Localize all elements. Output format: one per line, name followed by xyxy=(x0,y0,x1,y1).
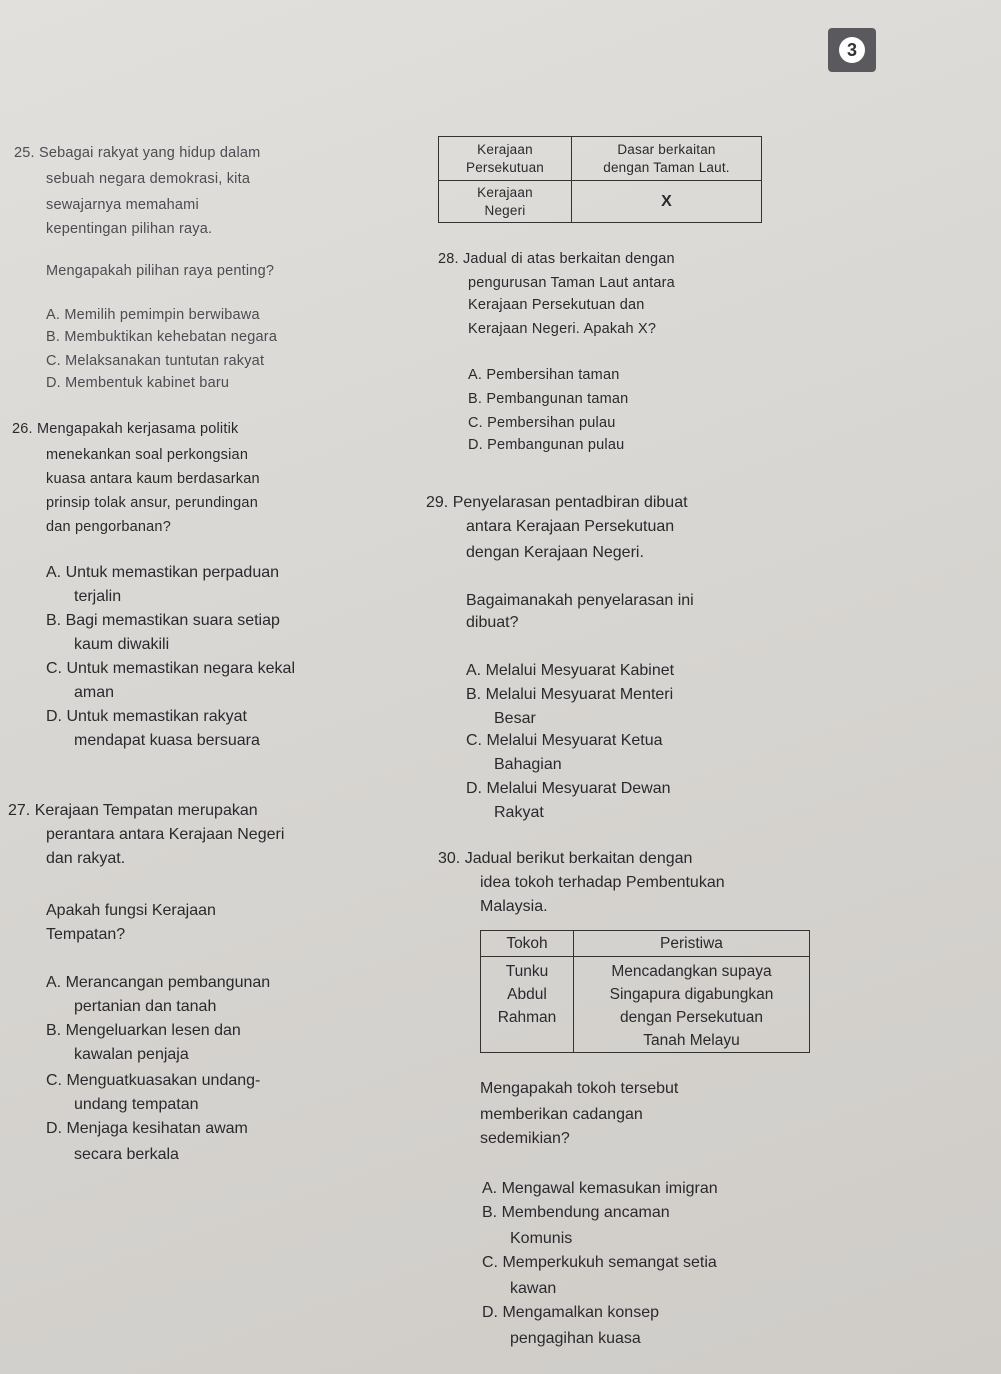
q30-tokoh-text: Tunku xyxy=(505,963,549,980)
q30-header-tokoh: Tokoh xyxy=(481,931,574,957)
q30-peristiwa-text: dengan Persekutuan xyxy=(619,1009,764,1026)
q30-header-peristiwa: Peristiwa xyxy=(574,931,810,957)
q30-stem-line: idea tokoh terhadap Pembentukan xyxy=(480,874,725,891)
q27-option-d-cont: secara berkala xyxy=(74,1146,179,1163)
q28-stem-line: Kerajaan Persekutuan dan xyxy=(468,297,645,313)
q26-stem-line: prinsip tolak ansur, perundingan xyxy=(46,495,258,511)
q27-option-c[interactable]: C. Menguatkuasakan undang- xyxy=(46,1072,261,1089)
q25-option-a[interactable]: A. Memilih pemimpin berwibawa xyxy=(46,307,260,323)
page-number: 3 xyxy=(839,37,865,63)
q28-stem-line: pengurusan Taman Laut antara xyxy=(468,275,675,291)
q28-cell-text: Kerajaan xyxy=(477,141,533,157)
q25-stem-line: sebuah negara demokrasi, kita xyxy=(46,171,251,187)
q25-question: Mengapakah pilihan raya penting? xyxy=(46,263,275,279)
q27-option-a[interactable]: A. Merancangan pembangunan xyxy=(46,974,271,991)
q29-option-b[interactable]: B. Melalui Mesyuarat Menteri xyxy=(466,686,674,703)
q27-stem-line: dan rakyat. xyxy=(46,850,126,867)
q27-option-b[interactable]: B. Mengeluarkan lesen dan xyxy=(46,1022,241,1039)
q30-option-b-cont: Komunis xyxy=(510,1230,573,1247)
q26-option-d-cont: mendapat kuasa bersuara xyxy=(74,732,260,749)
q30-cell-peristiwa xyxy=(574,957,810,1053)
q27-option-d[interactable]: D. Menjaga kesihatan awam xyxy=(46,1120,248,1137)
q30-option-b[interactable]: B. Membendung ancaman xyxy=(482,1204,670,1221)
q27-stem-line: perantara antara Kerajaan Negeri xyxy=(46,826,285,843)
q29-stem-line: antara Kerajaan Persekutuan xyxy=(466,518,675,535)
q26-option-b[interactable]: B. Bagi memastikan suara setiap xyxy=(46,612,280,629)
q28-cell-policy xyxy=(572,137,762,181)
q28-cell-text: Dasar berkaitan xyxy=(617,141,716,157)
q29-question: Bagaimanakah penyelarasan ini xyxy=(466,592,694,609)
q30-peristiwa-text: Mencadangkan supaya xyxy=(611,963,772,980)
q30-stem-line: 30. Jadual berikut berkaitan dengan xyxy=(438,850,693,867)
q29-option-a[interactable]: A. Melalui Mesyuarat Kabinet xyxy=(466,662,675,679)
q27-question-cont: Tempatan? xyxy=(46,926,126,943)
q28-option-a[interactable]: A. Pembersihan taman xyxy=(468,367,620,383)
q30-option-a[interactable]: A. Mengawal kemasukan imigran xyxy=(482,1180,718,1197)
q30-tokoh-text: Abdul xyxy=(507,986,547,1003)
q28-stem-line: 28. Jadual di atas berkaitan dengan xyxy=(438,251,675,267)
q26-stem-line: dan pengorbanan? xyxy=(46,519,171,535)
q30-question-cont: sedemikian? xyxy=(480,1130,570,1147)
q26-option-a-cont: terjalin xyxy=(74,588,122,605)
q25-option-d[interactable]: D. Membentuk kabinet baru xyxy=(46,375,230,391)
q30-option-d[interactable]: D. Mengamalkan konsep xyxy=(482,1304,659,1321)
q27-option-b-cont: kawalan penjaja xyxy=(74,1046,189,1063)
q29-option-d[interactable]: D. Melalui Mesyuarat Dewan xyxy=(466,780,671,797)
q30-table xyxy=(480,930,810,1053)
q29-option-d-cont: Rakyat xyxy=(494,804,544,821)
q28-cell-text: dengan Taman Laut. xyxy=(603,159,730,175)
q28-cell-federal xyxy=(439,137,572,181)
q25-stem-line: sewajarnya memahami xyxy=(46,197,199,213)
q30-question-cont: memberikan cadangan xyxy=(480,1106,643,1123)
q30-peristiwa-text: Singapura digabungkan xyxy=(609,986,774,1003)
q25-stem-line: 25. Sebagai rakyat yang hidup dalam xyxy=(14,145,261,161)
q30-option-d-cont: pengagihan kuasa xyxy=(510,1330,641,1347)
q30-cell-tokoh xyxy=(481,957,574,1053)
q28-stem-line: Kerajaan Negeri. Apakah X? xyxy=(468,321,657,337)
q28-cell-state xyxy=(439,181,572,223)
q26-option-b-cont: kaum diwakili xyxy=(74,636,170,653)
q29-stem-line: dengan Kerajaan Negeri. xyxy=(466,544,644,561)
q26-stem-line: 26. Mengapakah kerjasama politik xyxy=(12,421,239,437)
q28-table xyxy=(438,136,762,223)
q29-stem-line: 29. Penyelarasan pentadbiran dibuat xyxy=(426,494,688,511)
q27-stem-line: 27. Kerajaan Tempatan merupakan xyxy=(8,802,258,819)
q26-option-c[interactable]: C. Untuk memastikan negara kekal xyxy=(46,660,295,677)
q26-option-c-cont: aman xyxy=(74,684,115,701)
q30-option-c-cont: kawan xyxy=(510,1280,557,1297)
q29-option-b-cont: Besar xyxy=(494,710,536,727)
page-number-badge xyxy=(828,28,876,72)
q28-option-d[interactable]: D. Pembangunan pulau xyxy=(468,437,625,453)
q30-option-c[interactable]: C. Memperkukuh semangat setia xyxy=(482,1254,717,1271)
q30-peristiwa-text: Tanah Melayu xyxy=(643,1032,740,1049)
q26-option-a[interactable]: A. Untuk memastikan perpaduan xyxy=(46,564,280,581)
q28-cell-text: Kerajaan xyxy=(477,184,533,200)
q30-question: Mengapakah tokoh tersebut xyxy=(480,1080,679,1097)
q30-stem-line: Malaysia. xyxy=(480,898,548,915)
q26-stem-line: kuasa antara kaum berdasarkan xyxy=(46,471,260,487)
q28-option-c[interactable]: C. Pembersihan pulau xyxy=(468,415,616,431)
q28-cell-x: X xyxy=(572,181,762,223)
q25-option-b[interactable]: B. Membuktikan kehebatan negara xyxy=(46,329,278,345)
q26-stem-line: menekankan soal perkongsian xyxy=(46,447,249,463)
q27-option-a-cont: pertanian dan tanah xyxy=(74,998,217,1015)
q25-stem-line: kepentingan pilihan raya. xyxy=(46,221,213,237)
q27-question: Apakah fungsi Kerajaan xyxy=(46,902,216,919)
q28-option-b[interactable]: B. Pembangunan taman xyxy=(468,391,629,407)
q30-tokoh-text: Rahman xyxy=(497,1009,557,1026)
q29-option-c[interactable]: C. Melalui Mesyuarat Ketua xyxy=(466,732,663,749)
q28-cell-text: Persekutuan xyxy=(466,159,544,175)
q25-option-c[interactable]: C. Melaksanakan tuntutan rakyat xyxy=(46,353,265,369)
q29-question-cont: dibuat? xyxy=(466,614,519,631)
q28-cell-text: Negeri xyxy=(484,202,526,218)
q26-option-d[interactable]: D. Untuk memastikan rakyat xyxy=(46,708,247,725)
q27-option-c-cont: undang tempatan xyxy=(74,1096,199,1113)
q29-option-c-cont: Bahagian xyxy=(494,756,562,773)
